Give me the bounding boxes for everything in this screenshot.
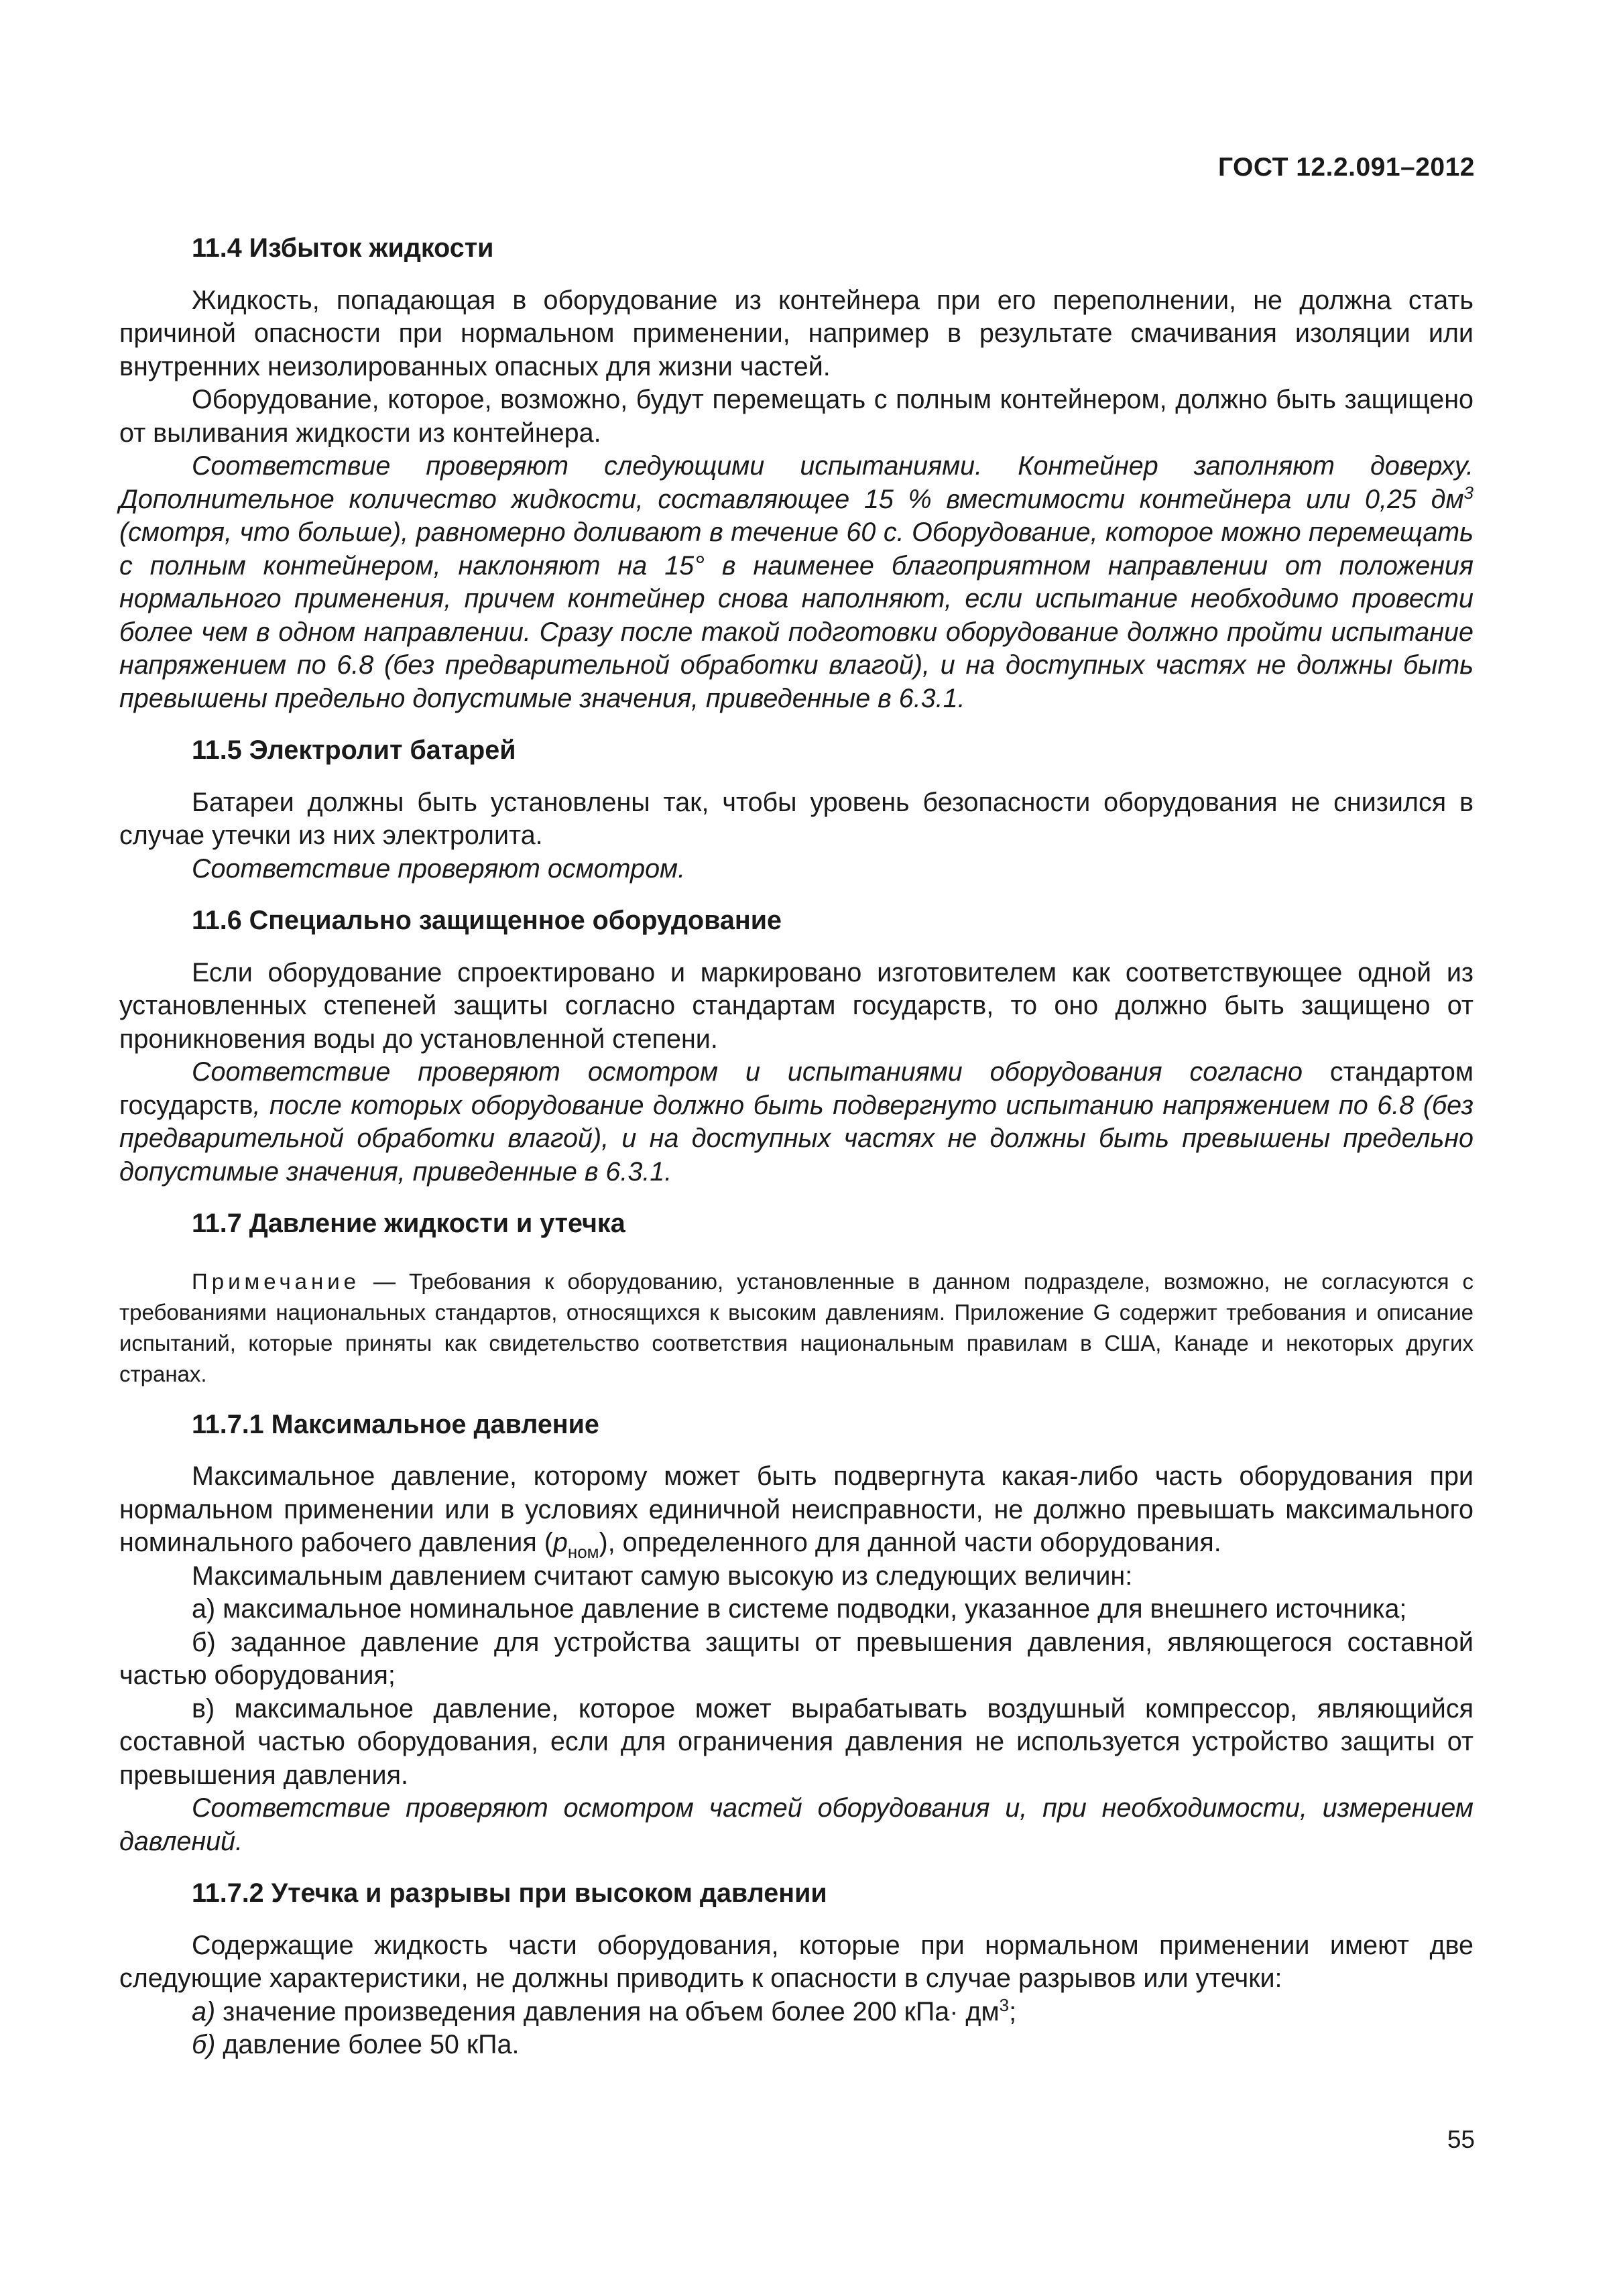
list-label: а) <box>192 1996 216 2027</box>
compliance-paragraph: Соответствие проверяют осмотром. <box>192 853 686 884</box>
superscript: 3 <box>1463 482 1474 503</box>
standard-code: ГОСТ 12.2.091–2012 <box>1217 153 1475 182</box>
paragraph: Содержащие жидкость части оборудования, которые при нормальном применении имеют две следующие характеристики, не должны приводить к опасности в случае разрывов или утечки: <box>119 1930 1474 1993</box>
text-run: (смотря, что больше), равномерно доливают в течение 60 с. Оборудование, которое можно перемещать с полным контейнером, наклоняют на 15° в наименее благоприятном направлении от положения нормального применения, причем контейнер снова наполняют, если испытание необходимо провести более чем в одном направлении. Сразу после такой подготовки оборудование должно пройти испытание напряжением по 6.8 (без предварительной обработки влагой), и на доступных частях не должны быть превышены предельно допустимые значения, приведенные в 6.3.1. <box>119 518 1474 713</box>
section-heading-11-7-2: 11.7.2 Утечка и разрывы при высоком давлении <box>192 1878 827 1908</box>
list-item: в) максимальное давление, которое может вырабатывать воздушный компрессор, являющийся составной частью оборудования, если для ограничения давления не используется устройство защиты от превышения давления. <box>119 1693 1474 1790</box>
section-heading-11-7: 11.7 Давление жидкости и утечка <box>192 1209 625 1238</box>
paragraph: Жидкость, попадающая в оборудование из контейнера при его переполнении, не должна стать причиной опасности при нормальном применении, например в результате смачивания изоляции или внутренних неизолированных опасных для жизни частей. <box>119 285 1474 381</box>
paragraph: Если оборудование спроектировано и маркировано изготовителем как соответствующее одной из установленных степеней защиты согласно стандартам государств, то оно должно быть защищено от проникновения воды до установленной степени. <box>119 957 1474 1054</box>
list-item <box>119 2029 1474 2062</box>
list-item <box>119 1996 1474 2029</box>
page-content <box>119 232 1474 2062</box>
superscript: 3 <box>999 1994 1010 2015</box>
list-item: а) максимальное номинальное давление в системе подводки, указанное для внешнего источника; <box>192 1594 1407 1624</box>
note <box>119 1266 1474 1390</box>
compliance-paragraph <box>119 1056 1474 1189</box>
paragraph: Оборудование, которое, возможно, будут перемещать с полным контейнером, должно быть защищено от выливания жидкости из контейнера. <box>119 385 1474 448</box>
page-number: 55 <box>1447 2126 1475 2153</box>
text-run: давление более 50 кПа. <box>215 2030 520 2059</box>
list-label: б) <box>192 2030 216 2059</box>
subscript: ном <box>567 1542 599 1562</box>
paragraph: Батареи должны быть установлены так, чтобы уровень безопасности оборудования не снизился в случае утечки из них электролита. <box>119 787 1474 850</box>
section-heading-11-7-1: 11.7.1 Максимальное давление <box>192 1409 599 1439</box>
compliance-paragraph: Соответствие проверяют осмотром частей оборудования и, при необходимости, измерением давлений. <box>119 1793 1474 1856</box>
note-text: — Требования к оборудованию, установленные в данном подразделе, возможно, не согласуются с требованиями национальных стандартов, относящихся к высоким давлениям. Приложение G содержит требования и описание испытаний, которые приняты как свидетельство соответствия национальным правилам в США, Канаде и некоторых других странах. <box>119 1268 1474 1386</box>
note-label: Примечание <box>192 1268 361 1294</box>
section-heading-11-5: 11.5 Электролит батарей <box>192 735 516 765</box>
text-run: ; <box>1009 1996 1017 2027</box>
paragraph <box>119 1460 1474 1560</box>
text-run: стандартом государств <box>119 1057 1474 1120</box>
variable: р <box>552 1528 568 1557</box>
text-run: , после которых оборудование должно быть подвергнуто испытанию напряжением по 6.8 (без предварительной обработки влагой), и на доступных частях не должны быть превышены предельно допустимые значения, приведенные в 6.3.1. <box>119 1090 1474 1187</box>
compliance-paragraph <box>119 450 1474 715</box>
text-run: Соответствие проверяют осмотром и испытаниями оборудования согласно <box>192 1057 1303 1087</box>
text-run: Максимальное давление, которому может быть подвергнута какая-либо часть оборудования при нормальном применении или в условиях единичной неисправности, не должно превышать максимального номинального рабочего давления ( <box>119 1461 1474 1557</box>
text-run: ), определенного для данной части оборудования. <box>599 1528 1221 1557</box>
text-run: Соответствие проверяют следующими испытаниями. Контейнер заполняют доверху. Дополнительное количество жидкости, составляющее 15 % вместимости контейнера или 0,25 дм <box>119 451 1474 514</box>
section-heading-11-6: 11.6 Специально защищенное оборудование <box>192 906 782 935</box>
section-heading-11-4: 11.4 Избыток жидкости <box>192 233 494 263</box>
list-item: б) заданное давление для устройства защиты от превышения давления, являющегося составной частью оборудования; <box>119 1627 1474 1690</box>
paragraph: Максимальным давлением считают самую высокую из следующих величин: <box>192 1561 1133 1591</box>
text-run: значение произведения давления на объем более 200 кПа· дм <box>215 1996 1000 2027</box>
